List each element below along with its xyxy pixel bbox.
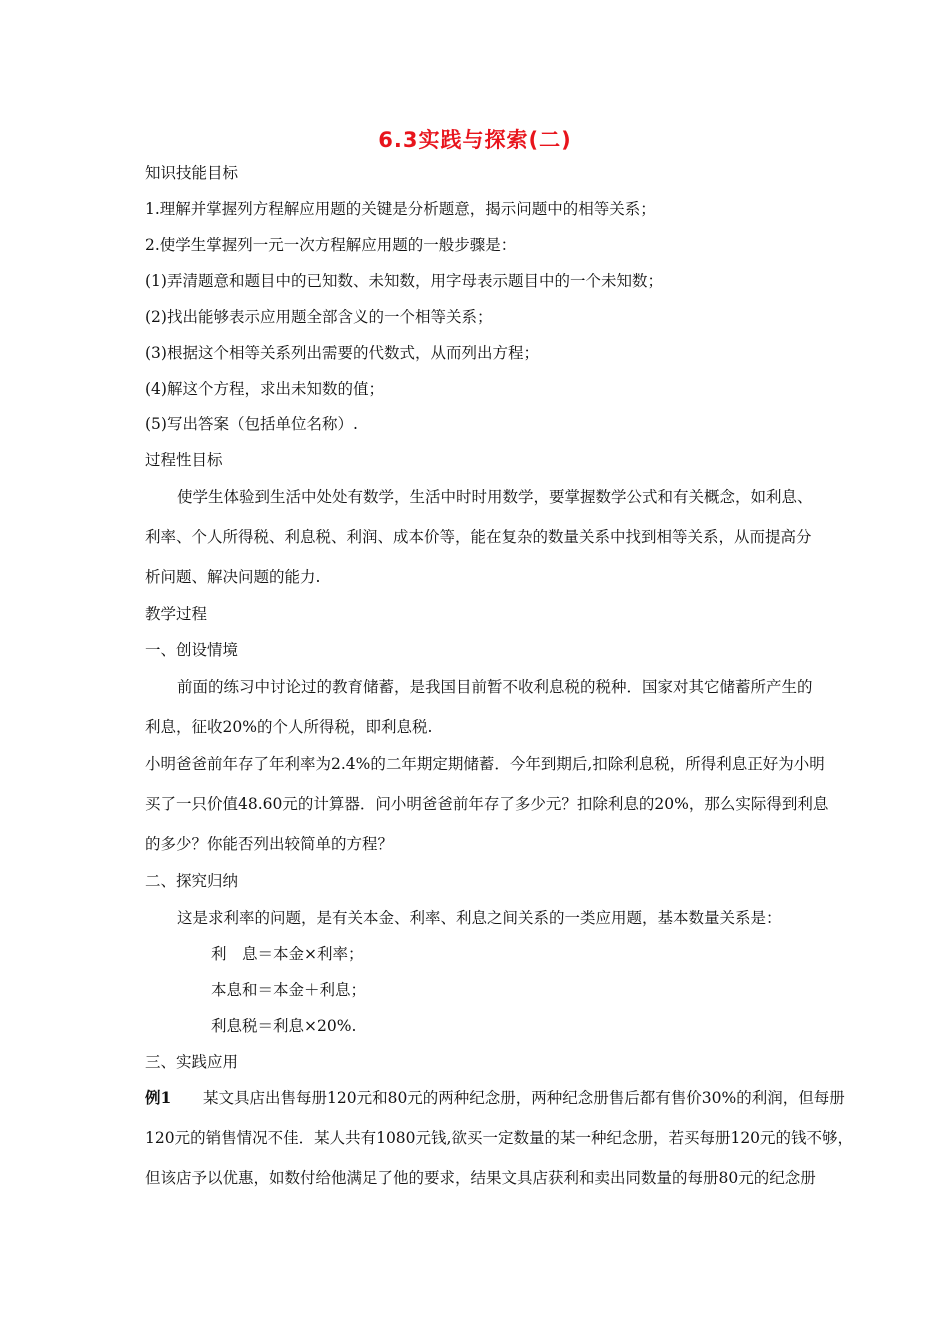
section-heading-knowledge: 知识技能目标: [145, 164, 239, 182]
objective-item: 2.使学生掌握列一元一次方程解应用题的一般步骤是：: [145, 236, 517, 254]
problem-line: 小明爸爸前年存了年利率为2.4%的二年期定期储蓄．今年到期后,扣除利息税，所得利息正好为小明: [145, 755, 825, 773]
step-item: (5)写出答案（包括单位名称）.: [145, 415, 358, 433]
example-line: 120元的销售情况不佳．某人共有1080元钱,欲买一定数量的某一种纪念册，若买每册120元的钱不够，: [145, 1129, 854, 1147]
paragraph-line: 利息，征收20%的个人所得税，即利息税.: [145, 718, 433, 736]
example-line: 但该店予以优惠，如数付给他满足了他的要求，结果文具店获利和卖出同数量的每册80元的纪念册: [145, 1169, 816, 1187]
section-heading-process: 过程性目标: [145, 451, 223, 469]
step-item: (4)解这个方程，求出未知数的值；: [145, 380, 384, 398]
example-label: 例1: [145, 1088, 172, 1107]
formula-line: 利 息＝本金×利率；: [211, 945, 364, 963]
formula-line: 本息和＝本金＋利息；: [211, 981, 367, 999]
step-item: (1)弄清题意和题目中的已知数、未知数，用字母表示题目中的一个未知数；: [145, 272, 663, 290]
paragraph-line: 使学生体验到生活中处处有数学，生活中时时用数学，要掌握数学公式和有关概念，如利息、: [177, 488, 813, 506]
paragraph-line: 析问题、解决问题的能力.: [145, 568, 321, 586]
paragraph-line: 这是求利率的问题，是有关本金、利率、利息之间关系的一类应用题，基本数量关系是：: [177, 909, 782, 927]
subsection-heading: 一、创设情境: [145, 641, 239, 659]
example-text: 某文具店出售每册120元和80元的两种纪念册，两种纪念册售后都有售价30%的利润，但每册: [203, 1089, 845, 1107]
problem-line: 买了一只价值48.60元的计算器．问小明爸爸前年存了多少元？扣除利息的20%，那么实际得到利息: [145, 795, 829, 813]
paragraph-line: 利率、个人所得税、利息税、利润、成本价等，能在复杂的数量关系中找到相等关系，从而提高分: [145, 528, 812, 546]
page-title: 6.3实践与探索(二): [378, 128, 572, 152]
paragraph-line: 前面的练习中讨论过的教育储蓄，是我国目前暂不收利息税的税种．国家对其它储蓄所产生的: [177, 678, 813, 696]
subsection-heading: 三、实践应用: [145, 1053, 239, 1071]
formula-line: 利息税＝利息×20%.: [211, 1017, 357, 1035]
objective-item: 1.理解并掌握列方程解应用题的关键是分析题意，揭示问题中的相等关系；: [145, 200, 656, 218]
section-heading-teaching: 教学过程: [145, 605, 208, 623]
example-line: [145, 1088, 845, 1108]
step-item: (2)找出能够表示应用题全部含义的一个相等关系；: [145, 308, 493, 326]
step-item: (3)根据这个相等关系列出需要的代数式，从而列出方程；: [145, 344, 539, 362]
subsection-heading: 二、探究归纳: [145, 872, 239, 890]
problem-line: 的多少？你能否列出较简单的方程？: [145, 835, 394, 853]
